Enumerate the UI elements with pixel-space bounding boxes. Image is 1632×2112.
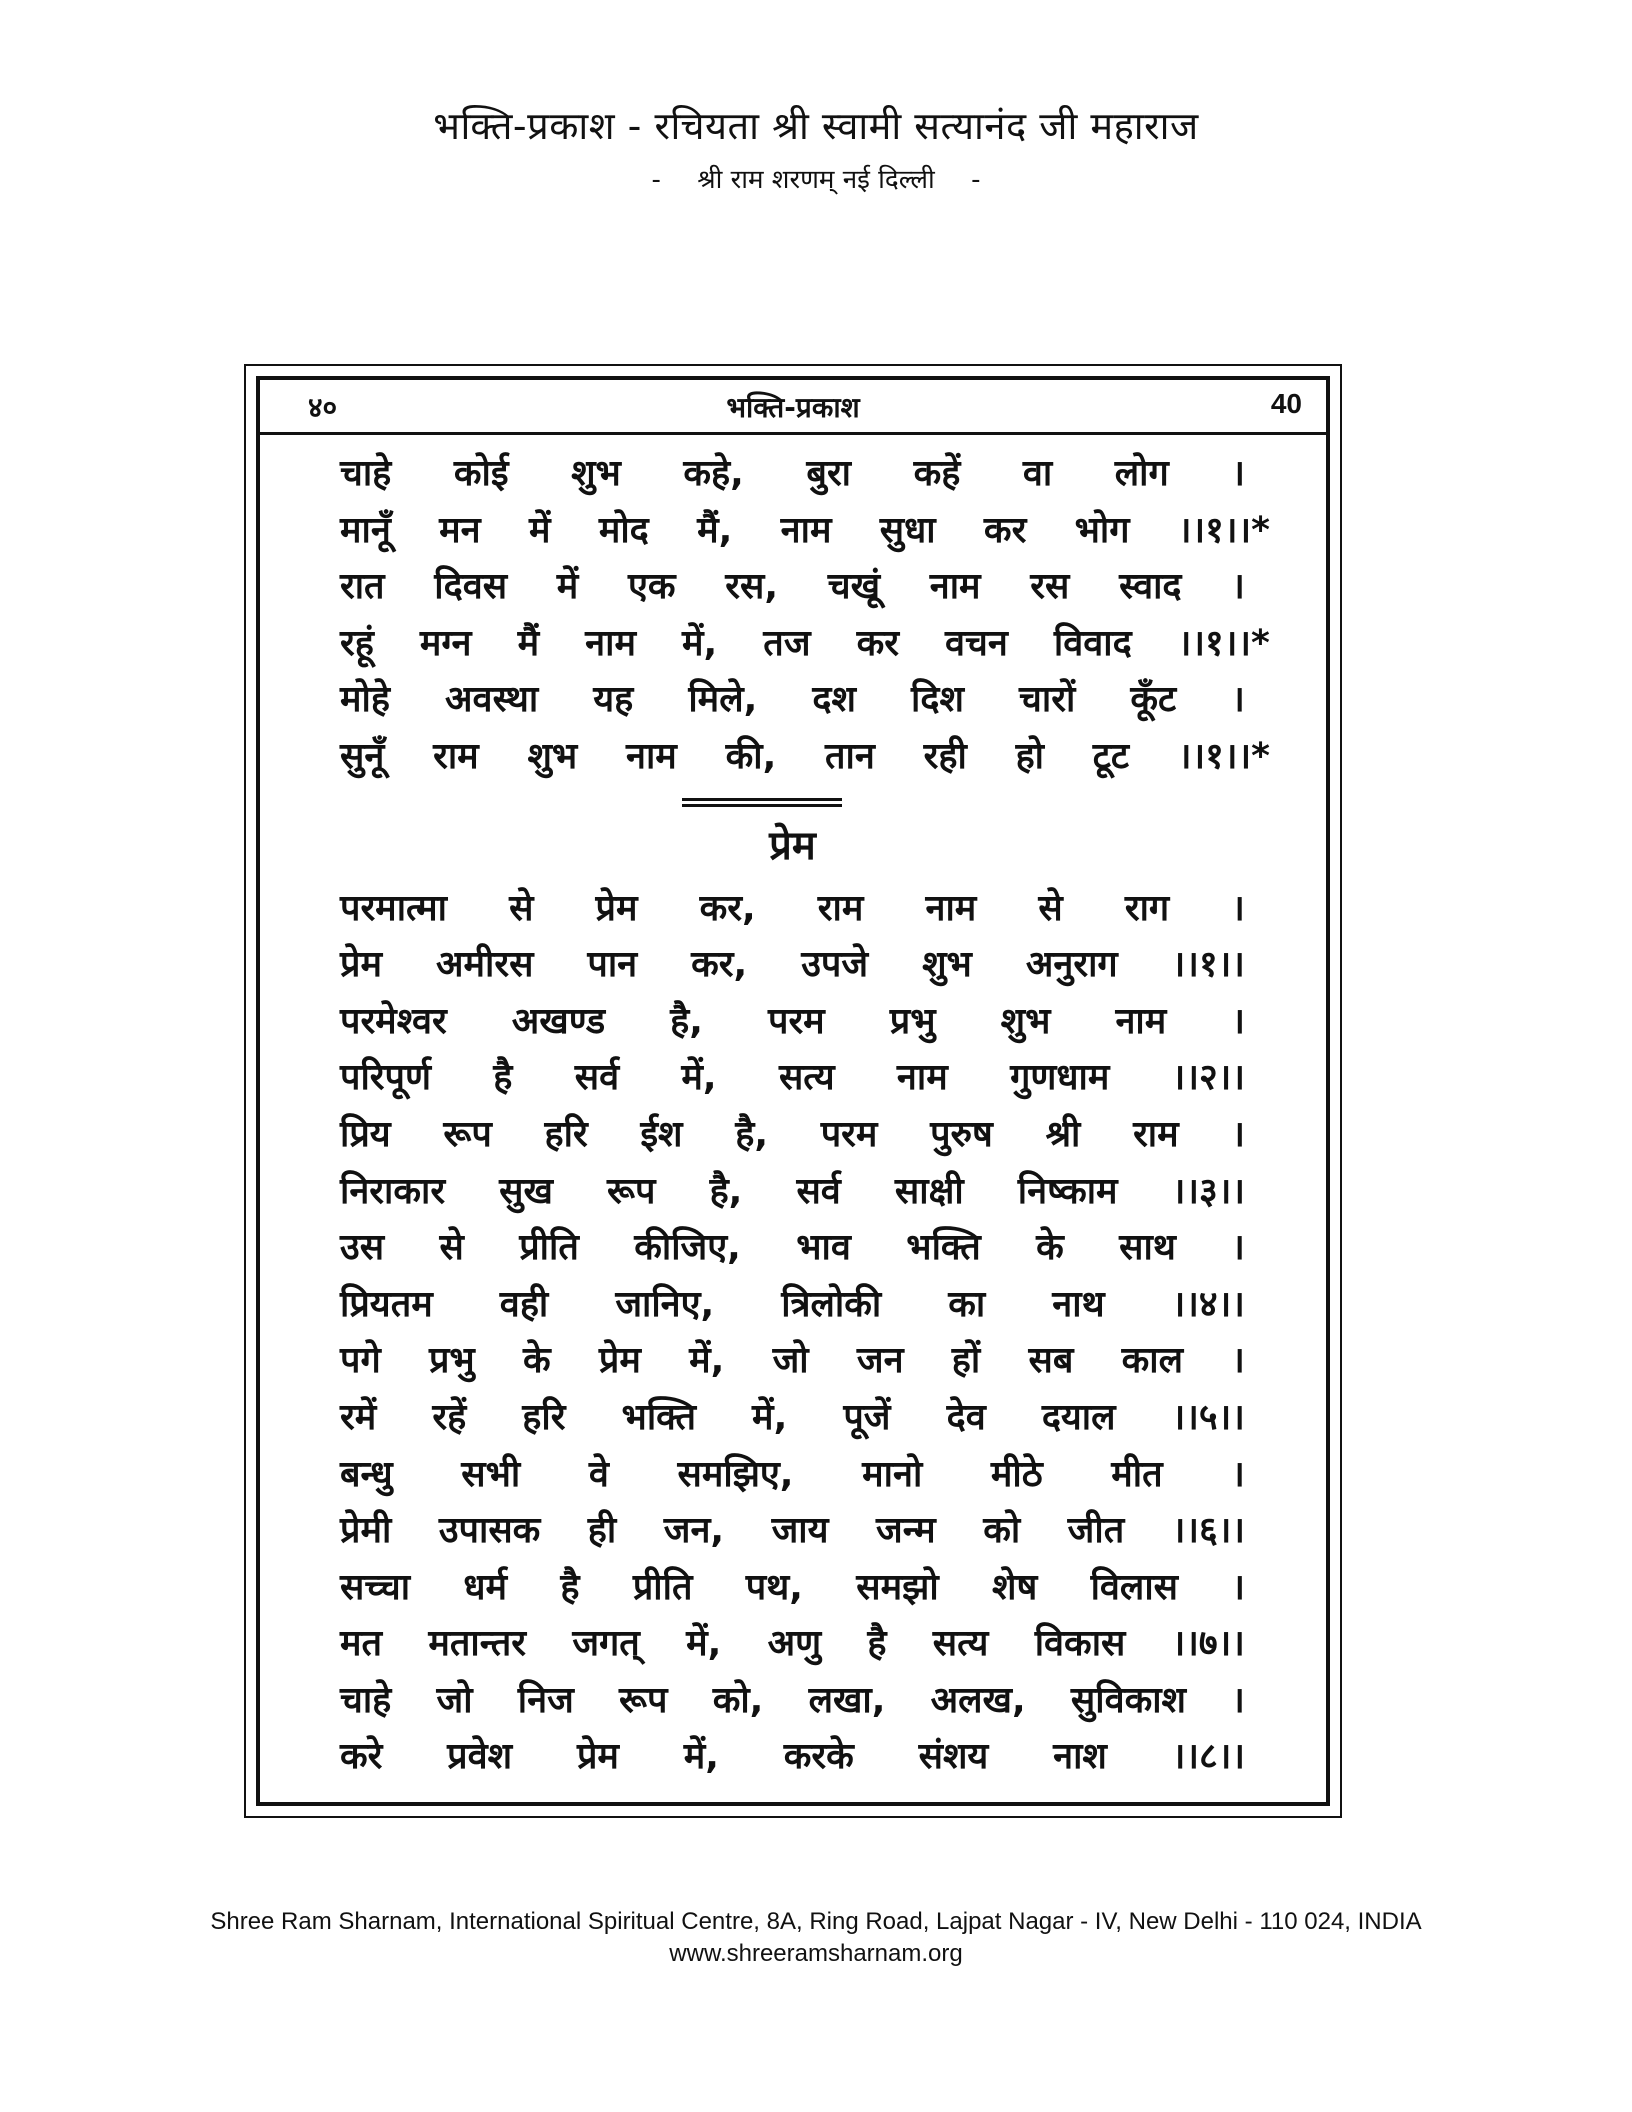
verse-word: ।: [1231, 566, 1245, 608]
verse-line: [340, 1333, 1245, 1390]
verse-word: ।: [1231, 1566, 1245, 1608]
verse-word: ही: [587, 1510, 617, 1552]
verse-word: बन्धु: [340, 1453, 393, 1495]
verse-word: परम: [820, 1113, 878, 1155]
verse-word: जन,: [663, 1510, 725, 1552]
verse-word: हरि: [544, 1113, 588, 1155]
verse-word: सुधा: [879, 509, 936, 551]
verse-word: रूप: [607, 1170, 656, 1212]
verse-word: नाम: [929, 566, 981, 608]
verse-word: जो: [436, 1679, 473, 1721]
verse-line: [340, 1673, 1245, 1730]
verse-word: स्वाद: [1119, 566, 1182, 608]
verse-word: कीजिए,: [634, 1227, 741, 1269]
verse-word: कर: [856, 622, 899, 664]
verse-word: जन: [856, 1340, 904, 1382]
verse-word: श्री: [1045, 1113, 1081, 1155]
verse-word: नाम: [585, 622, 636, 664]
verse-word: चाहे: [340, 453, 392, 494]
verse-line: [340, 672, 1245, 729]
verse-word: मन: [439, 509, 481, 551]
verse-word: है: [867, 1623, 887, 1665]
verse-word: की,: [725, 735, 777, 777]
verse-word: कहे,: [683, 453, 744, 494]
verse-word: प्रीति: [519, 1227, 579, 1269]
verse-line: [340, 1164, 1245, 1221]
verse-line: [340, 1560, 1245, 1617]
verses-top-group: [340, 446, 1300, 786]
verse-word: निष्काम: [1017, 1170, 1118, 1212]
verse-word: सुख: [499, 1170, 553, 1212]
verse-word: को,: [712, 1679, 764, 1721]
subtitle-dash-left: -: [651, 165, 661, 195]
verse-word: साक्षी: [894, 1170, 964, 1212]
verses-prem-group: [340, 881, 1300, 1787]
verse-word: कर,: [691, 944, 748, 986]
verse-word: कोई: [453, 453, 509, 494]
verse-word: ।।५।।: [1171, 1396, 1245, 1438]
verse-word: नाम: [925, 887, 977, 929]
document-title: भक्ति-प्रकाश - रचियता श्री स्वामी सत्यानंद जी महाराज: [433, 104, 1199, 148]
verse-word: पान: [587, 944, 638, 986]
verse-word: प्रभु: [889, 1000, 936, 1042]
book-page-inner-frame: [256, 376, 1330, 1806]
verse-word: अमीरस: [436, 944, 534, 986]
verse-word: प्रेमी: [340, 1510, 392, 1552]
verse-word: त्रिलोकी: [781, 1283, 882, 1325]
verse-word: लखा,: [808, 1679, 886, 1721]
verse-word: में,: [686, 1623, 722, 1665]
verse-word: दिवस: [434, 566, 508, 608]
verse-word: ।: [1231, 1000, 1245, 1042]
verse-word: ।।४।।: [1171, 1283, 1245, 1325]
verse-word: दश: [812, 679, 856, 721]
verse-word: यह: [593, 679, 634, 721]
verse-word: भोग: [1074, 509, 1130, 551]
verse-word: उपजे: [801, 944, 869, 986]
verse-word: सच्चा: [340, 1566, 411, 1608]
verse-word: भक्ति: [906, 1227, 981, 1269]
verse-word: सत्य: [778, 1057, 835, 1099]
verse-word: मीठे: [990, 1453, 1043, 1495]
verse-word: के: [1036, 1227, 1064, 1269]
verse-word: जो: [772, 1340, 809, 1382]
verse-word: टूट: [1092, 735, 1130, 777]
verse-word: से: [509, 887, 534, 929]
verse-word: जीत: [1067, 1510, 1125, 1552]
verse-word: हो: [1015, 735, 1045, 777]
verse-word: ।।१।।*: [1177, 509, 1270, 551]
verse-word: शेष: [991, 1566, 1038, 1608]
book-page-frame: [244, 364, 1342, 1818]
verse-word: रूप: [619, 1679, 668, 1721]
verse-word: ईश: [640, 1113, 683, 1155]
verse-word: दिश: [911, 679, 964, 721]
verse-line: [340, 1220, 1245, 1277]
verse-word: ।: [1231, 1453, 1245, 1495]
verse-word: प्रेम: [340, 944, 383, 986]
running-title: भक्ति-प्रकाश: [726, 391, 860, 424]
subtitle-dash-right: -: [971, 165, 981, 195]
verse-word: को: [983, 1510, 1021, 1552]
document-subtitle: [0, 160, 1632, 200]
verse-line: [340, 446, 1245, 503]
verse-line: [340, 1503, 1245, 1560]
verse-word: विवाद: [1053, 622, 1132, 664]
verse-line: [340, 1050, 1245, 1107]
verse-word: संशय: [918, 1736, 989, 1778]
verse-body: [340, 446, 1300, 1786]
verse-word: निज: [517, 1679, 574, 1721]
verse-word: मैं,: [697, 509, 733, 551]
verse-word: प्रवेश: [447, 1736, 513, 1778]
verse-word: प्रिय: [340, 1113, 391, 1155]
section-title: प्रेम: [769, 822, 816, 869]
section-divider: [682, 798, 842, 807]
verse-word: ।: [1231, 887, 1245, 929]
verse-word: नाथ: [1052, 1283, 1105, 1325]
verse-word: नाश: [1053, 1736, 1107, 1778]
verse-word: में,: [682, 622, 718, 664]
verse-word: ।: [1231, 1113, 1245, 1155]
verse-word: मग्न: [419, 622, 472, 664]
verse-word: कूँट: [1130, 679, 1177, 721]
verse-word: रूप: [443, 1113, 492, 1155]
verse-word: नाम: [780, 509, 832, 551]
verse-word: ।।१।।*: [1177, 622, 1270, 664]
verse-line: [340, 1390, 1245, 1447]
verse-word: ।: [1231, 1340, 1245, 1382]
verse-line: [340, 1616, 1245, 1673]
verse-word: परम: [768, 1000, 825, 1042]
verse-word: जगत्: [572, 1623, 640, 1665]
verse-word: है: [560, 1566, 580, 1608]
verse-word: नाम: [626, 735, 677, 777]
verse-line: [340, 729, 1270, 786]
verse-line: [340, 1729, 1245, 1786]
verse-word: रही: [923, 735, 967, 777]
verse-word: परिपूर्ण: [340, 1057, 431, 1099]
verse-word: में,: [681, 1057, 717, 1099]
verse-word: में: [528, 509, 551, 551]
verse-word: समझो: [856, 1566, 939, 1608]
verse-word: नाम: [1115, 1000, 1167, 1042]
verse-word: है: [493, 1057, 513, 1099]
verse-word: ।: [1231, 1227, 1245, 1269]
verse-word: मीत: [1111, 1453, 1163, 1495]
verse-word: है,: [735, 1113, 768, 1155]
footer-website: www.shreeramsharnam.org: [669, 1940, 963, 1967]
verse-word: अखण्ड: [511, 1000, 606, 1042]
verse-word: करे: [340, 1736, 383, 1778]
verse-word: मोहे: [340, 679, 390, 721]
verse-word: रस,: [725, 566, 779, 608]
verse-word: लोग: [1114, 453, 1169, 494]
verse-word: उस: [340, 1227, 385, 1269]
verse-word: ।।७।।: [1171, 1623, 1245, 1665]
verse-word: मिले,: [688, 679, 758, 721]
verse-word: रस: [1030, 566, 1070, 608]
verse-word: सर्व: [796, 1170, 841, 1212]
verse-word: में,: [689, 1340, 725, 1382]
verse-word: पुरुष: [930, 1113, 993, 1155]
verse-word: राग: [1124, 887, 1170, 929]
verse-word: विकास: [1034, 1623, 1126, 1665]
verse-word: नाम: [896, 1057, 948, 1099]
verse-word: से: [439, 1227, 464, 1269]
verse-word: जानिए,: [615, 1283, 715, 1325]
verse-word: अनुराग: [1025, 944, 1118, 986]
verse-line: [340, 503, 1270, 560]
verse-word: साथ: [1119, 1227, 1176, 1269]
verse-word: विलास: [1090, 1566, 1178, 1608]
verse-word: है,: [709, 1170, 743, 1212]
verse-word: रहूं: [340, 622, 374, 664]
verse-word: निराकार: [340, 1170, 446, 1212]
verse-word: ।।१।।: [1171, 944, 1245, 986]
footer-address: Shree Ram Sharnam, International Spiritual Centre, 8A, Ring Road, Lajpat Nagar - IV, New Delhi - 110 024, INDIA: [210, 1908, 1422, 1935]
verse-line: [340, 1107, 1245, 1164]
verse-word: अवस्था: [445, 679, 539, 721]
verse-word: में,: [683, 1736, 719, 1778]
verse-word: समझिए,: [677, 1453, 794, 1495]
verse-word: मोद: [598, 509, 649, 551]
verse-word: पथ,: [745, 1566, 803, 1608]
verse-line: [340, 937, 1245, 994]
verse-word: जाय: [771, 1510, 829, 1552]
verse-word: उपासक: [438, 1510, 541, 1552]
verse-word: हों: [951, 1340, 981, 1382]
verse-word: रात: [340, 566, 385, 608]
page-number-latin: 40: [1270, 388, 1302, 419]
verse-line: [340, 994, 1245, 1051]
verse-word: प्रेम: [598, 1340, 641, 1382]
verse-word: चाहे: [340, 1679, 392, 1721]
verse-word: अलख,: [930, 1679, 1026, 1721]
verse-word: मतान्तर: [428, 1623, 527, 1665]
document-header: [0, 100, 1632, 200]
verse-word: कहें: [913, 453, 961, 494]
verse-word: सुनूँ: [340, 735, 385, 777]
verse-word: करके: [783, 1736, 854, 1778]
verse-word: मानो: [862, 1453, 923, 1495]
verse-word: भक्ति: [621, 1396, 696, 1438]
verse-word: कर: [983, 509, 1027, 551]
subtitle-text: श्री राम शरणम् नई दिल्ली: [697, 165, 935, 195]
verse-word: परमात्मा: [340, 887, 447, 929]
verse-word: सर्व: [574, 1057, 620, 1099]
verse-word: तज: [763, 622, 811, 664]
verse-word: शुभ: [1000, 1000, 1051, 1042]
verse-word: चखूं: [827, 566, 881, 608]
verse-word: ।।२।।: [1171, 1057, 1245, 1099]
verse-word: ।।३।।: [1171, 1170, 1245, 1212]
verse-word: ।।८।।: [1171, 1736, 1245, 1778]
verse-word: प्रीति: [632, 1566, 693, 1608]
verse-word: दयाल: [1041, 1396, 1116, 1438]
verse-word: वचन: [945, 622, 1008, 664]
verse-word: वही: [499, 1283, 549, 1325]
verse-line: [340, 881, 1245, 938]
verse-line: [340, 1447, 1245, 1504]
verse-word: प्रेम: [576, 1736, 619, 1778]
verse-word: ।।१।।*: [1177, 735, 1270, 777]
verse-word: है,: [670, 1000, 703, 1042]
verse-word: सत्य: [932, 1623, 989, 1665]
page-number-devanagari: ४०: [308, 391, 338, 424]
verse-word: ।: [1231, 679, 1245, 721]
verse-word: भाव: [796, 1227, 851, 1269]
verse-word: रहें: [432, 1396, 467, 1438]
verse-word: में: [556, 566, 579, 608]
verse-word: बुरा: [806, 453, 852, 494]
verse-line: [340, 1277, 1245, 1334]
verse-word: कर,: [699, 887, 756, 929]
verse-word: राम: [1133, 1113, 1179, 1155]
verse-word: के: [522, 1340, 551, 1382]
document-footer: [0, 1906, 1632, 1970]
verse-word: प्रभु: [428, 1340, 475, 1382]
verse-word: परमेश्वर: [340, 1000, 447, 1042]
verse-word: धर्म: [463, 1566, 508, 1608]
verse-word: मैं: [517, 622, 540, 664]
verse-word: राम: [433, 735, 479, 777]
verse-word: ।।६।।: [1171, 1510, 1245, 1552]
verse-word: शुभ: [527, 735, 578, 777]
verse-word: काल: [1121, 1340, 1184, 1382]
verse-word: राम: [817, 887, 864, 929]
verse-word: सभी: [461, 1453, 521, 1495]
verse-word: वा: [1022, 453, 1053, 494]
verse-word: ।: [1231, 1679, 1245, 1721]
verse-word: हरि: [522, 1396, 566, 1438]
verse-word: मत: [340, 1623, 383, 1665]
verse-word: तान: [825, 735, 875, 777]
verse-word: जन्म: [876, 1510, 936, 1552]
verse-word: सब: [1028, 1340, 1074, 1382]
verse-word: एक: [628, 566, 676, 608]
verse-word: पगे: [340, 1340, 381, 1382]
verse-word: में,: [752, 1396, 788, 1438]
verse-word: गुणधाम: [1010, 1057, 1110, 1099]
verse-word: वे: [588, 1453, 609, 1495]
verse-word: देव: [946, 1396, 986, 1438]
verse-word: सुविकाश: [1070, 1679, 1187, 1721]
verse-word: शुभ: [571, 453, 621, 494]
verse-word: का: [948, 1283, 986, 1325]
verse-word: प्रेम: [595, 887, 638, 929]
page-running-head: [260, 380, 1326, 435]
verse-word: मानूँ: [340, 509, 391, 551]
verse-word: अणु: [767, 1623, 822, 1665]
verse-word: शुभ: [922, 944, 972, 986]
verse-word: रमें: [340, 1396, 377, 1438]
verse-line: [340, 616, 1270, 673]
verse-word: ।: [1231, 453, 1245, 494]
verse-word: प्रियतम: [340, 1283, 433, 1325]
verse-word: चारों: [1019, 679, 1076, 721]
verse-line: [340, 559, 1245, 616]
verse-word: से: [1038, 887, 1063, 929]
verse-word: पूजें: [843, 1396, 891, 1438]
